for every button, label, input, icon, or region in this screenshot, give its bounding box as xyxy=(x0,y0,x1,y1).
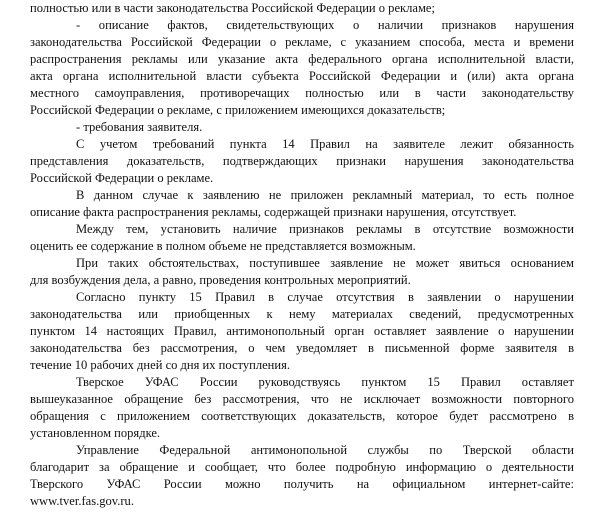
paragraph-first-line: С учетом требований пункта 14 Правил на заявителе лежит обязанность xyxy=(76,137,574,151)
list-item-facts: - описание фактов, свидетельствующих о наличии признаков нарушения xyxy=(76,18,574,32)
text-line: оценить ее содержание в полном объеме не представляется возможным. xyxy=(30,239,416,253)
paragraph-first-line: В данном случае к заявлению не приложен рекламный материал, то есть полное xyxy=(76,188,574,202)
paragraph-first-line: Между тем, установить наличие признаков рекламы в отсутствие возможности xyxy=(76,222,574,236)
text-line: течение 10 рабочих дней со дня их поступления. xyxy=(30,358,291,372)
text-line: местного самоуправления, противоречащих полностью или в части законодательству xyxy=(30,86,574,100)
text-line: полностью или в части законодательства Российской Федерации о рекламе; xyxy=(30,1,435,15)
text-line: законодательства или приобщенных к нему материалах сведений, предусмотренных xyxy=(30,307,574,321)
text-line: обращения с приложением соответствующих доказательств, которое будет рассмотрено в xyxy=(30,409,574,423)
paragraph-first-line: Тверское УФАС России руководствуясь пунктом 15 Правил оставляет xyxy=(76,375,574,389)
text-line: Тверского УФАС России можно получить на официальном интернет-сайте: xyxy=(30,477,574,491)
text-line: установленном порядке. xyxy=(30,426,161,440)
text-line: вышеуказанное обращение без рассмотрения, что не исключает возможности повторного xyxy=(30,392,574,406)
text-line: описание факта распространения рекламы, содержащей признаки нарушения, отсутствует. xyxy=(30,205,517,219)
paragraph-first-line: При таких обстоятельствах, поступившее заявление не может явиться основанием xyxy=(76,256,574,270)
list-item-requirements: - требования заявителя. xyxy=(76,120,203,134)
paragraph-first-line: Согласно пункту 15 Правил в случае отсутствия в заявлении о нарушении xyxy=(76,290,574,304)
text-line: распространения рекламы или указание акта федерального органа исполнительной власти, xyxy=(30,52,574,66)
text-line: законодательства Российской Федерации о рекламе, с указанием способа, места и времени xyxy=(30,35,574,49)
text-line: Российской Федерации о рекламе. xyxy=(30,171,214,185)
paragraph-first-line: Управление Федеральной антимонопольной службы по Тверской области xyxy=(76,443,574,457)
text-line: Российской Федерации о рекламе, с приложением имеющихся доказательств; xyxy=(30,103,446,117)
text-line: для возбуждения дела, а равно, проведения контрольных мероприятий. xyxy=(30,273,411,287)
text-line: акта органа исполнительной власти субъекта Российской Федерации и (или) акта органа xyxy=(30,69,574,83)
website-url: www.tver.fas.gov.ru. xyxy=(30,494,134,508)
text-line: представления доказательств, подтверждающих признаки нарушения законодательства xyxy=(30,154,574,168)
text-line: благодарит за обращение и сообщает, что более подробную информацию о деятельности xyxy=(30,460,574,474)
text-line: пунктом 14 настоящих Правил, антимонопольный орган оставляет заявление о нарушении xyxy=(30,324,574,338)
text-line: законодательства без рассмотрения, о чем уведомляет в письменной форме заявителя в xyxy=(30,341,574,355)
